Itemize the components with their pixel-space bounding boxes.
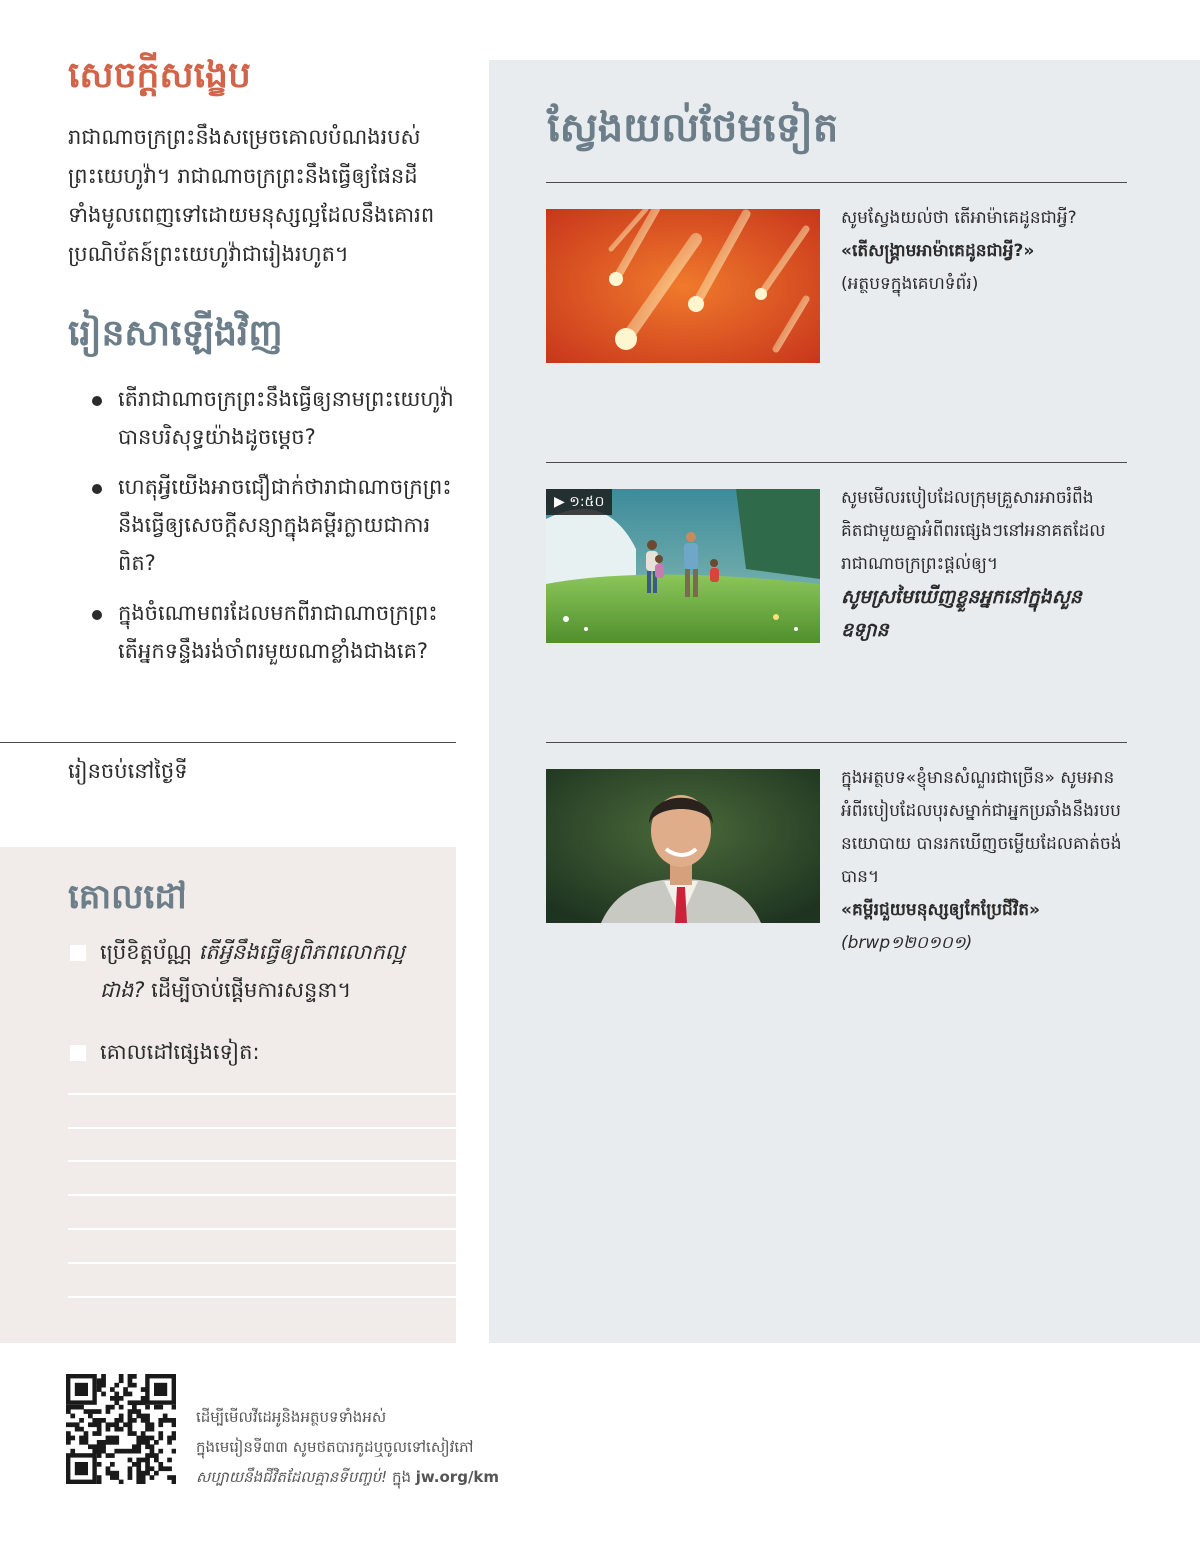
divider bbox=[546, 462, 1127, 463]
explore-more-panel bbox=[489, 60, 1200, 1343]
goals-heading: គោលដៅ bbox=[68, 877, 187, 917]
footer-line bbox=[196, 1462, 616, 1492]
footer-instructions bbox=[196, 1402, 616, 1492]
bullet-icon bbox=[92, 396, 102, 406]
goal-text: គោលដៅផ្សេងទៀត: bbox=[100, 1040, 260, 1064]
website-link[interactable]: jw.org/km bbox=[415, 1468, 500, 1486]
footer-in-word: ក្នុង bbox=[387, 1468, 416, 1486]
video-duration-badge: ▶ ១:៥០ bbox=[546, 489, 612, 515]
video-link[interactable]: សូមស្រមៃឃើញខ្លួនអ្នកនៅក្នុងសួនឧទ្យាន bbox=[841, 586, 1082, 641]
divider bbox=[0, 742, 456, 743]
review-question-text: តើរាជាណាចក្រព្រះនឹងធ្វើឲ្យនាមព្រះយេហូវ៉ាបានបរិសុទ្ធយ៉ាងដូចម្ដេច? bbox=[118, 387, 454, 449]
goal-text bbox=[68, 933, 438, 1009]
article-link[interactable]: «គម្ពីរជួយមនុស្សឲ្យកែប្រែជីវិត» bbox=[841, 900, 1041, 920]
footer-line: ក្នុងមេរៀនទី៣៣ សូមថតបារកូដឬចូលទៅសៀវភៅ bbox=[196, 1438, 474, 1456]
goal-checkbox[interactable] bbox=[70, 945, 86, 961]
divider bbox=[546, 182, 1127, 183]
goal-item bbox=[68, 1033, 438, 1071]
goal-text-suffix: ដើម្បីចាប់ផ្ដើមការសន្ទនា។ bbox=[144, 978, 352, 1002]
meteor-image[interactable] bbox=[546, 209, 820, 363]
review-question-text: ហេតុអ្វីយើងអាចជឿជាក់ថារាជាណាចក្រព្រះនឹងធ្វើឲ្យសេចក្ដីសន្យាក្នុងគម្ពីរក្លាយជាការពិត? bbox=[118, 475, 452, 575]
video-thumbnail[interactable] bbox=[546, 489, 820, 643]
explore-item-text bbox=[841, 482, 1125, 647]
explore-item-description: សូមស្វែងយល់ថា តើអាម៉ាគេដូនជាអ្វី? bbox=[841, 208, 1077, 228]
write-in-line[interactable] bbox=[68, 1296, 456, 1298]
review-question bbox=[88, 468, 458, 582]
review-heading: រៀនសាឡើងវិញ bbox=[68, 313, 283, 354]
summary-text: រាជាណាចក្រព្រះនឹងសម្រេចគោលបំណងរបស់ព្រះយេហូវ៉ា។ រាជាណាចក្រព្រះនឹងធ្វើឲ្យផែនដីទាំងមូលពេញទៅដោយមនុស្សល្អដែលនឹងគោរពប្រណិប័តន៍ព្រះយេហូវ៉ាជារៀងរហូត។ bbox=[68, 125, 435, 266]
explore-item-text bbox=[841, 202, 1125, 301]
portrait-photo[interactable] bbox=[546, 769, 820, 923]
bullet-icon bbox=[92, 484, 102, 494]
write-in-line[interactable] bbox=[68, 1160, 456, 1162]
write-in-line[interactable] bbox=[68, 1093, 456, 1095]
write-in-line[interactable] bbox=[68, 1262, 456, 1264]
review-question bbox=[88, 594, 458, 670]
review-question-list bbox=[88, 380, 458, 682]
write-in-line[interactable] bbox=[68, 1194, 456, 1196]
article-link[interactable]: «តើសង្គ្រាមអាម៉ាគេដូនជាអ្វី?» bbox=[841, 241, 1035, 261]
article-source: (អត្ថបទក្នុងគេហទំព័រ) bbox=[841, 274, 979, 294]
goal-checkbox[interactable] bbox=[70, 1045, 86, 1061]
article-code: (brwp១២០១០១) bbox=[841, 933, 973, 953]
write-in-line[interactable] bbox=[68, 1127, 456, 1129]
summary-heading: សេចក្ដីសង្ខេប bbox=[68, 55, 251, 96]
review-question-text: ក្នុងចំណោមពរដែលមកពីរាជាណាចក្រព្រះ តើអ្នកទន្ទឹងរង់ចាំពរមួយណាខ្លាំងជាងគេ? bbox=[118, 601, 438, 663]
explore-heading: ស្វែងយល់ថែមទៀត bbox=[547, 105, 839, 151]
goal-item bbox=[68, 933, 438, 1009]
completed-date-label: រៀនចប់នៅថ្ងៃទី bbox=[68, 759, 188, 783]
goal-text-prefix: ប្រើខិត្តប័ណ្ណ bbox=[100, 940, 199, 964]
explore-item-description: ក្នុងអត្ថបទ«ខ្ញុំមានសំណួរជាច្រើន» សូមអានអំពីរបៀបដែលបុរសម្នាក់ជាអ្នកប្រឆាំងនឹងរបបនយោបាយ បានរកឃើញចម្លើយដែលគាត់ចង់បាន។ bbox=[841, 768, 1122, 887]
book-title: សប្បាយនឹងជីវិតដែលគ្មានទីបញ្ចប់! bbox=[196, 1468, 388, 1486]
brochure-title: តើអ្វីនឹងធ្វើឲ្យពិភពលោកល្អជាង? bbox=[100, 940, 405, 1002]
footer-line: ដើម្បីមើលវីដេអូនិងអត្ថបទទាំងអស់ bbox=[196, 1408, 387, 1426]
explore-item-text bbox=[841, 762, 1125, 960]
qr-code-icon[interactable] bbox=[66, 1374, 176, 1484]
goals-box bbox=[0, 847, 456, 1343]
review-question bbox=[88, 380, 458, 456]
explore-item-description: សូមមើលរបៀបដែលក្រុមគ្រួសារអាចរំពឹងគិតជាមួយគ្នាអំពីពរផ្សេងៗនៅអនាគតដែលរាជាណាចក្រព្រះផ្ដល់ឲ្យ។ bbox=[841, 488, 1106, 574]
bullet-icon bbox=[92, 610, 102, 620]
divider bbox=[546, 742, 1127, 743]
write-in-line[interactable] bbox=[68, 1228, 456, 1230]
